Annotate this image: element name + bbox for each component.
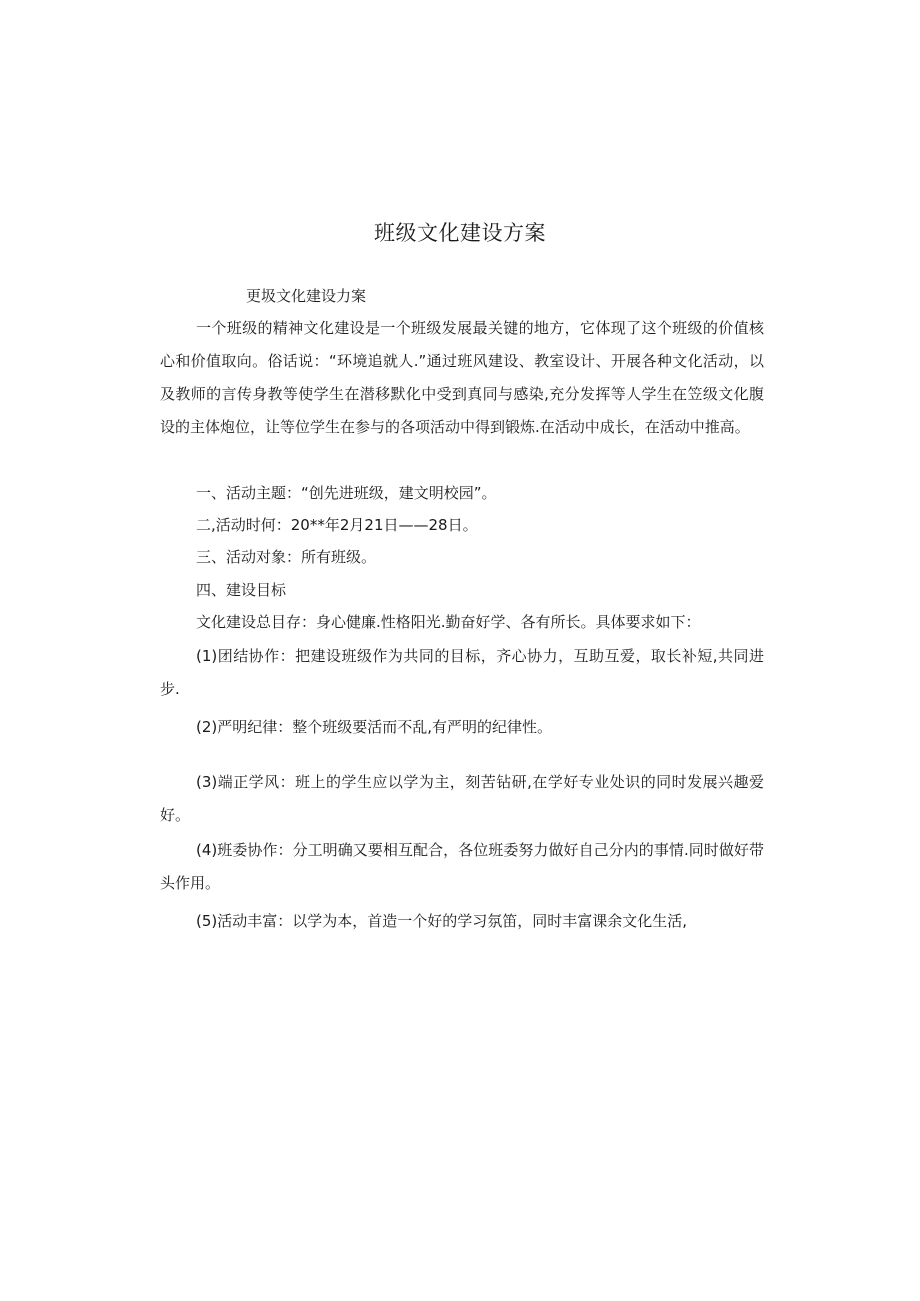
- goal-item: (1)团结协作：把建设班级作为共同的目标，齐心协力，互助互爱，取长补短,共同进步.: [160, 647, 764, 698]
- total-goal: 文化建设总目存：身心健廉.性格阳光.勤奋好学、各有所长。具体要求如下：: [196, 613, 701, 631]
- intro-paragraph: 一个班级的精神文化建设是一个班级发展最关键的地方，它体现了这个班级的价值核心和价值取向。俗话说：“环境追就人.”通过班风建设、教室设计、开展各种文化活动，以及教师的言传身教等使学生在潜移默化中受到真同与感染,充分发挥等人学生在笠级文化腹设的主体炮位，让等位学生在参与的各项活动中得到锻炼.在活动中成长，在活动中推高。: [160, 319, 764, 436]
- goal-item: (2)严明纪律：整个班级要活而不乱,有严明的纪律性。: [196, 718, 553, 736]
- goal-item: (3)端正学风：班上的学生应以学为主，刻苦钻研,在学好专业处识的同时发展兴趣爱好。: [160, 773, 764, 824]
- goal-item: (4)班委协作：分工明确又要相互配合，各位班委努力做好自己分内的事情.同时做好带头作用。: [160, 841, 764, 892]
- goal-heading: 四、建设目标: [196, 581, 287, 599]
- activity-time: 二,活动时何：20**年2月21日——28日。: [196, 516, 478, 534]
- document-subtitle: 更圾文化建设力案: [246, 287, 367, 305]
- document-title: 班级文化建设方案: [374, 221, 546, 245]
- activity-theme: 一、活动主题：“创先进班级，建文明校园”。: [196, 484, 497, 502]
- activity-target: 三、活动对象：所有班级。: [196, 548, 377, 566]
- goal-item: (5)活动丰富：以学为本，首造一个好的学习氛笛，同时丰富课余文化生活,: [196, 912, 688, 930]
